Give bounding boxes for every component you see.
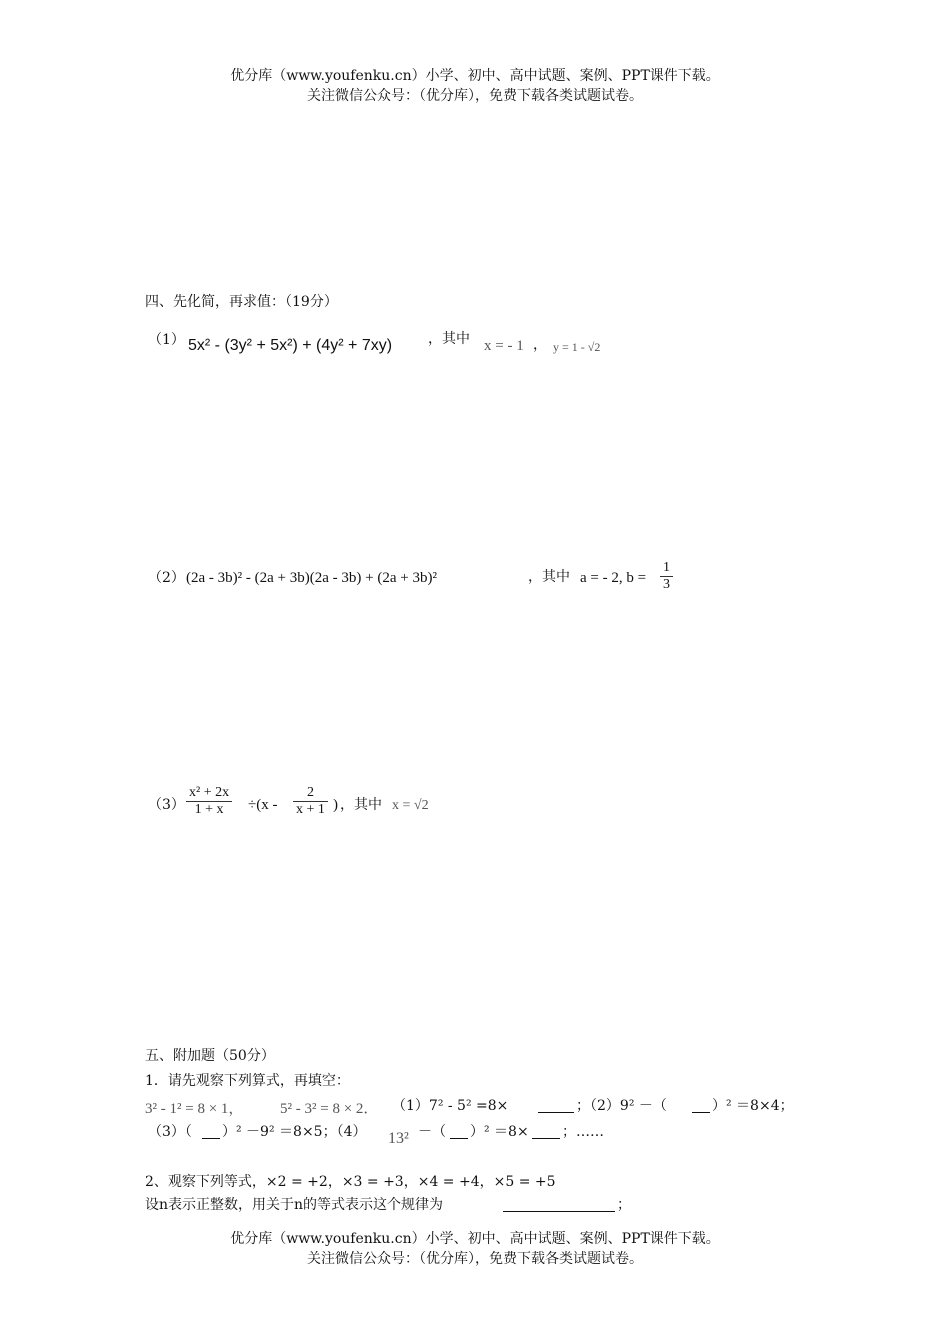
page-header-line1: 优分库（www.youfenku.cn）小学、初中、高中试题、案例、PPT课件下载。 (230, 68, 720, 84)
s5-q2-line1: 2、观察下列等式，×2 = +2，×3 = +3，×4 = +4，×5 = +5 (145, 1174, 556, 1190)
s5-q1-intro: 1．请先观察下列算式，再填空： (145, 1073, 350, 1089)
q2-expression: (2a - 3b)² - (2a + 3b)(2a - 3b) + (2a + 3b)² (186, 570, 437, 586)
s5-q1-part3: （3）（ (148, 1124, 192, 1140)
s5-q1-example1: 3² - 1² = 8 × 1， (145, 1101, 244, 1117)
q2-fraction-numerator: 1 (663, 560, 670, 575)
s5-q1-blank-4[interactable] (450, 1124, 468, 1139)
section5-heading: 五、附加题（50分） (145, 1048, 275, 1064)
q2-label: （2） (148, 570, 185, 586)
page-footer-line1: 优分库（www.youfenku.cn）小学、初中、高中试题、案例、PPT课件下载。 (230, 1231, 720, 1247)
q3-fraction-2-denominator: x + 1 (293, 801, 328, 818)
q3-fraction-1-denominator: 1 + x (186, 801, 232, 818)
s5-q1-example2: 5² - 3² = 8 × 2． (280, 1101, 379, 1117)
page-footer-line2: 关注微信公众号：（优分库），免费下载各类试题试卷。 (307, 1251, 643, 1267)
s5-q1-part2-end: ）² ＝8×4； (712, 1098, 794, 1114)
q3-fraction-1-numerator: x² + 2x (189, 785, 230, 800)
s5-q1-part4-end: ；…… (562, 1124, 604, 1140)
s5-q1-part4-mid: ）² ＝8× (470, 1124, 529, 1140)
q2-fraction (660, 560, 673, 593)
q1-comma: ， (533, 337, 547, 353)
q3-condition: x = √2 (392, 798, 429, 813)
q3-fraction-2-numerator: 2 (306, 785, 314, 800)
q3-fraction-2 (293, 785, 328, 818)
q1-where-text: ，其中 (428, 331, 470, 347)
q1-condition-y: y = 1 - √2 (553, 340, 601, 354)
s5-q1-part3-end: ）² －9² ＝8×5；（4） (222, 1124, 367, 1140)
q2-condition: a = - 2, b = (580, 570, 647, 586)
s5-q1-blank-1[interactable] (538, 1098, 574, 1113)
q2-where-text: ，其中 (528, 569, 570, 585)
page-header-line2: 关注微信公众号：（优分库），免费下载各类试题试卷。 (307, 88, 643, 104)
s5-q1-part4-value: 13² (388, 1130, 409, 1147)
q3-label: （3） (148, 797, 185, 813)
q1-condition-x: x = - 1 (484, 338, 524, 354)
q2-fraction-denominator: 3 (660, 576, 673, 593)
s5-q2-line2-end: ； (617, 1197, 631, 1213)
s5-q1-part4: －（ (418, 1124, 446, 1140)
s5-q1-part2: ；（2）9² －（ (576, 1098, 667, 1114)
s5-q1-part1: （1）7² - 5² =8× (392, 1098, 509, 1114)
section4-heading: 四、先化简，再求值：（19分） (145, 294, 338, 310)
q1-expression: 5x² - (3y² + 5x²) + (4y² + 7xy) (188, 337, 393, 354)
q3-where-text: ，其中 (340, 797, 382, 813)
s5-q2-line2: 设n表示正整数，用关于n的等式表示这个规律为 (145, 1197, 444, 1213)
s5-q2-answer-blank[interactable] (503, 1197, 615, 1212)
s5-q1-blank-5[interactable] (532, 1124, 560, 1139)
q1-label: （1） (148, 332, 185, 348)
q3-close-paren: ) (333, 797, 338, 813)
s5-q1-blank-2[interactable] (692, 1098, 710, 1113)
q3-fraction-1 (186, 785, 232, 818)
q3-divide-expression: ÷(x - (248, 797, 278, 813)
s5-q1-blank-3[interactable] (202, 1124, 220, 1139)
